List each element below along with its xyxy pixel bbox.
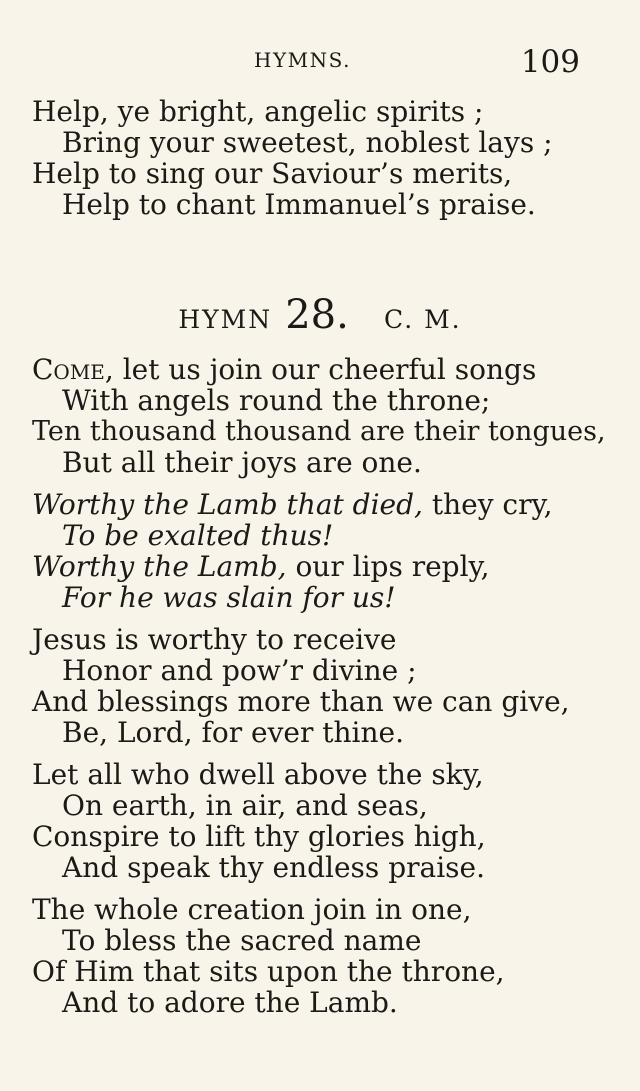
verse-line: Help, ye bright, angelic spirits ; bbox=[32, 95, 484, 128]
stanza-4 bbox=[32, 759, 612, 883]
verse-line bbox=[32, 354, 612, 385]
verse-line bbox=[32, 489, 612, 520]
verse-line: For he was slain for us! bbox=[62, 581, 396, 614]
verse-line: And blessings more than we can give, bbox=[32, 685, 570, 718]
italic-text: Worthy the Lamb, bbox=[32, 550, 287, 583]
verse-line: And speak thy endless praise. bbox=[62, 851, 485, 884]
verse-line: Conspire to lift thy glories high, bbox=[32, 820, 486, 853]
hymn-label: HYMN bbox=[178, 305, 273, 334]
previous-hymn-ending bbox=[32, 96, 612, 220]
running-head bbox=[0, 44, 640, 80]
verse-line: Bring your sweetest, noblest lays ; bbox=[62, 126, 553, 159]
verse-text: they cry, bbox=[422, 488, 553, 521]
verse-line: Help to chant Immanuel’s praise. bbox=[62, 188, 536, 221]
verse-line bbox=[32, 551, 612, 582]
page-number: 109 bbox=[520, 44, 580, 80]
verse-text: let us join our cheerful songs bbox=[113, 353, 537, 386]
stanza-3 bbox=[32, 624, 612, 748]
verse-line: Of Him that sits upon the throne, bbox=[32, 955, 505, 988]
verse-text: our lips reply, bbox=[286, 550, 490, 583]
stanza-5 bbox=[32, 894, 612, 1018]
verse-line: Be, Lord, for ever thine. bbox=[62, 716, 405, 749]
running-title: HYMNS. bbox=[254, 48, 351, 72]
verse-line: Let all who dwell above the sky, bbox=[32, 758, 484, 791]
verse-line: On earth, in air, and seas, bbox=[62, 789, 428, 822]
stanza-1 bbox=[32, 354, 612, 478]
verse-line: The whole creation join in one, bbox=[32, 893, 472, 926]
verse-line: To bless the sacred name bbox=[62, 924, 422, 957]
verse-line: Ten thousand thousand are their tongues, bbox=[32, 416, 606, 447]
verse-line: Help to sing our Saviour’s merits, bbox=[32, 157, 513, 190]
stanza-2 bbox=[32, 489, 612, 613]
hymn-heading bbox=[0, 292, 640, 344]
verse-line: Honor and pow’r divine ; bbox=[62, 654, 417, 687]
verse-line: But all their joys are one. bbox=[62, 446, 422, 479]
verse-line: With angels round the throne; bbox=[62, 384, 491, 417]
verse-line: To be exalted thus! bbox=[62, 519, 334, 552]
verse-line: Jesus is worthy to receive bbox=[32, 623, 397, 656]
first-word: Come, bbox=[32, 353, 114, 386]
hymn-number: 28. bbox=[285, 292, 349, 338]
verse-line: And to adore the Lamb. bbox=[62, 986, 398, 1019]
italic-text: Worthy the Lamb that died, bbox=[32, 488, 423, 521]
hymn-meter: C. M. bbox=[383, 305, 462, 334]
